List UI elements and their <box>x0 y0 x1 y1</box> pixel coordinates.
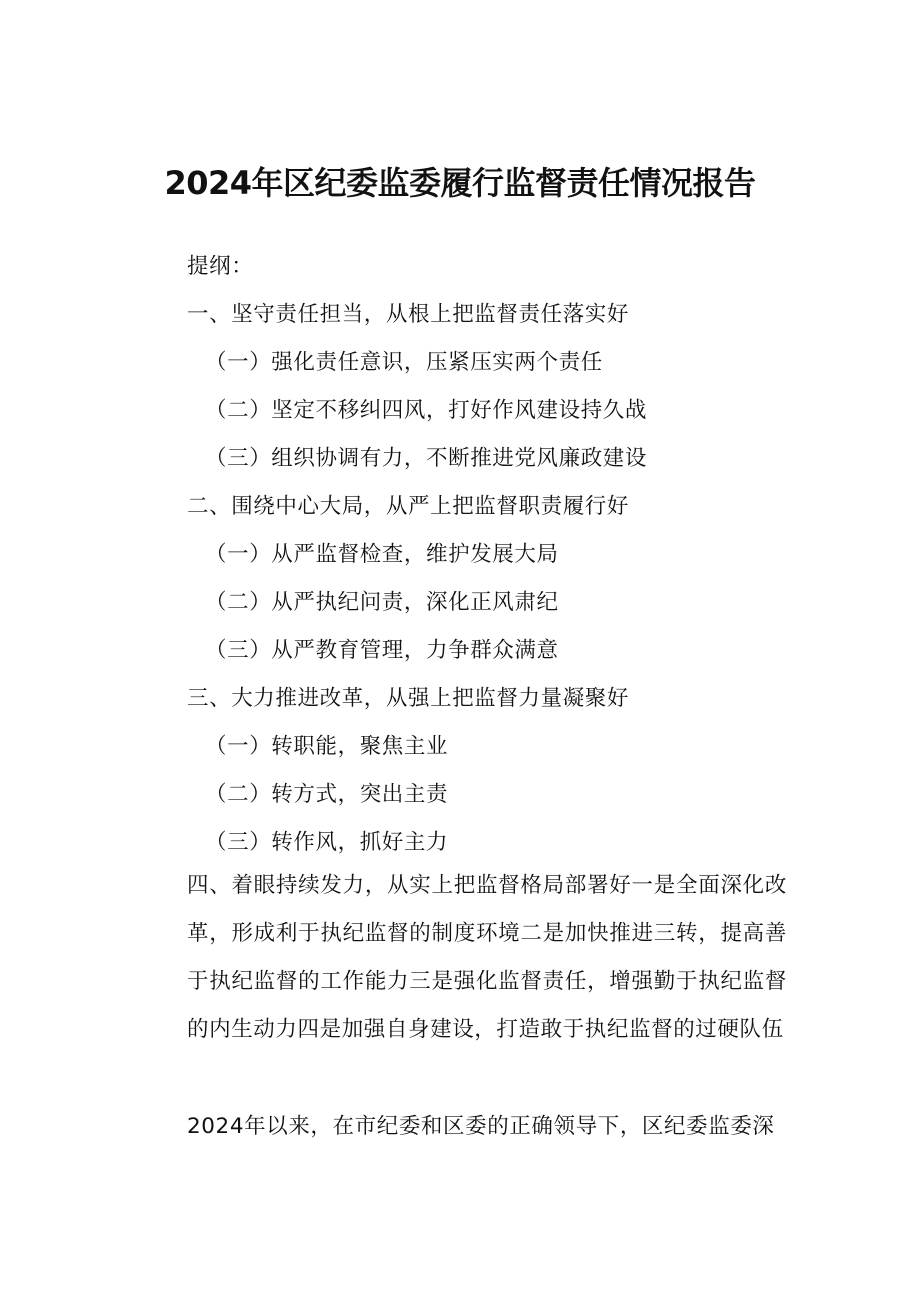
section-heading: 三、大力推进改革，从强上把监督力量凝聚好 <box>187 686 630 711</box>
section-item: （一）强化责任意识，压紧压实两个责任 <box>205 350 603 375</box>
document-title: 2024年区纪委监委履行监督责任情况报告 <box>164 164 756 202</box>
section-item: （一）转职能，聚焦主业 <box>205 734 449 759</box>
section-heading: 二、围绕中心大局，从严上把监督职责履行好 <box>187 494 630 519</box>
section-item: （三）组织协调有力，不断推进党风廉政建设 <box>205 446 648 471</box>
section-item: （三）从严教育管理，力争群众满意 <box>205 638 559 663</box>
section-item: （三）转作风，抓好主力 <box>205 830 449 855</box>
section-item: （二）转方式，突出主责 <box>205 782 449 807</box>
body-paragraph: 2024年以来，在市纪委和区委的正确领导下，区纪委监委深 <box>187 1114 775 1139</box>
section-heading: 一、坚守责任担当，从根上把监督责任落实好 <box>187 302 630 327</box>
section-item: （一）从严监督检查，维护发展大局 <box>205 542 559 567</box>
section-item: （二）从严执纪问责，深化正风肃纪 <box>205 590 559 615</box>
outline-label: 提纲： <box>187 254 254 279</box>
outline-list <box>187 243 787 867</box>
section-item: （二）坚定不移纠四风，打好作风建设持久战 <box>205 398 648 423</box>
section-four-paragraph: 四、着眼持续发力，从实上把监督格局部署好一是全面深化改革，形成利于执纪监督的制度环境二是加快推进三转，提高善于执纪监督的工作能力三是强化监督责任，增强勤于执纪监督的内生动力四是加强自身建设，打造敢于执纪监督的过硬队伍 <box>187 873 787 1042</box>
